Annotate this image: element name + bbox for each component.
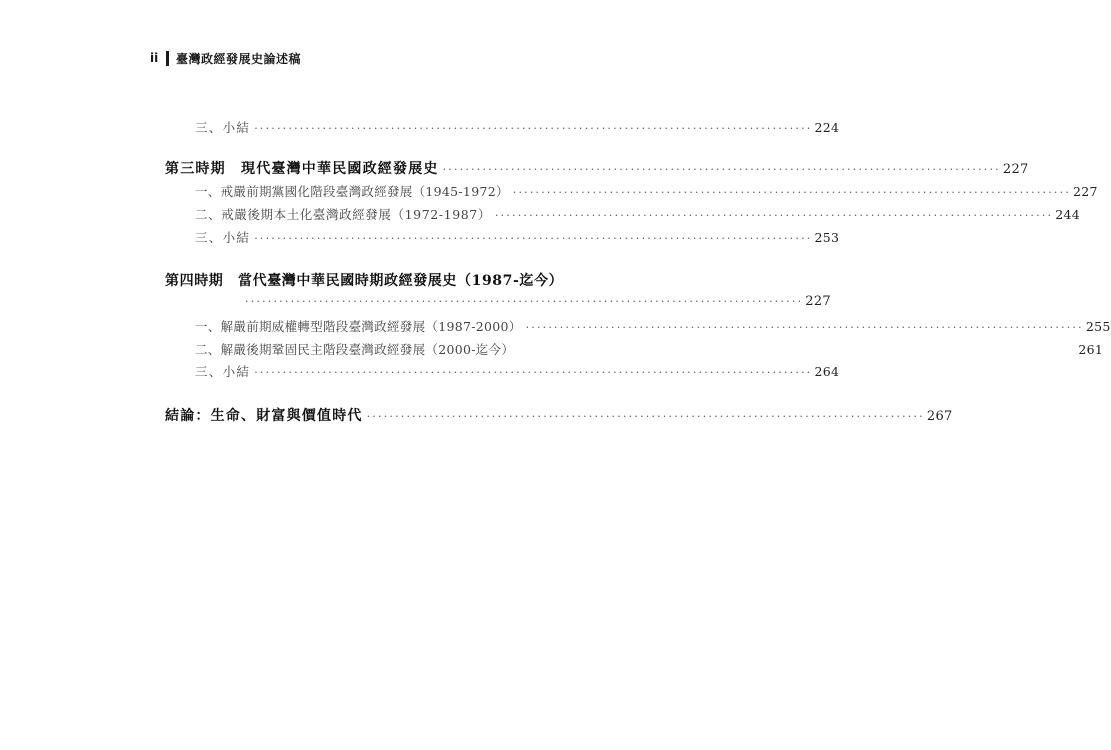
dot-leader: ··································································································	[366, 410, 925, 423]
toc-entry-label: 二、解嚴後期鞏固民主階段臺灣政經發展（2000-迄今）	[195, 342, 515, 357]
running-head-book-title: 臺灣政經發展史論述稿	[176, 51, 302, 66]
toc-entry-page: 227	[1073, 184, 1098, 199]
dot-leader: ··································································································	[442, 163, 1001, 176]
dot-leader: ··································································································	[254, 366, 813, 379]
running-head-page-number: ii	[150, 51, 159, 65]
toc-entry-period4-3	[195, 362, 840, 382]
dot-leader: ··································································································	[245, 295, 804, 308]
toc-entry-page: 264	[814, 364, 840, 379]
toc-entry-label: 三、小結	[195, 120, 251, 135]
toc-entry-page: 244	[1055, 207, 1080, 222]
dot-leader: ··································································································	[494, 209, 1054, 222]
toc-entry-period3-3	[195, 228, 840, 248]
dot-leader: ··································································································	[254, 232, 813, 245]
toc-section-period3	[165, 158, 1029, 178]
toc-entry-label: 三、小結	[195, 230, 251, 245]
toc-section-label: 第四時期 當代臺灣中華民國時期政經發展史（1987-迄今）	[165, 273, 564, 289]
toc-entry-label: 一、戒嚴前期黨國化階段臺灣政經發展（1945-1972）	[195, 184, 509, 199]
toc-section-page: 227	[1002, 162, 1029, 177]
toc-entry-period3-1	[195, 182, 1098, 202]
toc-entry-intro-summary	[195, 118, 840, 138]
toc-entry-label: 三、小結	[195, 364, 251, 379]
toc-section-period4	[165, 270, 567, 290]
toc-entry-page: 255	[1085, 319, 1111, 334]
toc-section-label: 第三時期 現代臺灣中華民國政經發展史	[165, 161, 439, 177]
toc-section-page: 227	[805, 294, 831, 309]
toc-entry-page: 253	[814, 230, 840, 245]
toc-entry-label: 二、戒嚴後期本土化臺灣政經發展（1972-1987）	[195, 207, 491, 222]
toc-entry-page: 261	[1078, 342, 1104, 357]
toc-section-label: 結論：生命、財富與價值時代	[165, 408, 363, 424]
dot-leader: ··································································································	[512, 186, 1072, 199]
toc-section-period4-continuation	[245, 294, 831, 314]
toc-entry-period4-1	[195, 317, 1111, 337]
toc-entry-period4-2	[195, 340, 1104, 360]
running-head-divider	[166, 51, 169, 66]
toc-section-page: 267	[926, 409, 953, 424]
toc-section-conclusion	[165, 405, 953, 425]
running-head	[150, 48, 301, 68]
dot-leader: ··································································································	[525, 321, 1084, 334]
toc-entry-period3-2	[195, 205, 1080, 225]
dot-leader: ··································································································	[254, 122, 813, 135]
toc-entry-page: 224	[814, 120, 840, 135]
toc-entry-label: 一、解嚴前期威權轉型階段臺灣政經發展（1987-2000）	[195, 319, 522, 334]
